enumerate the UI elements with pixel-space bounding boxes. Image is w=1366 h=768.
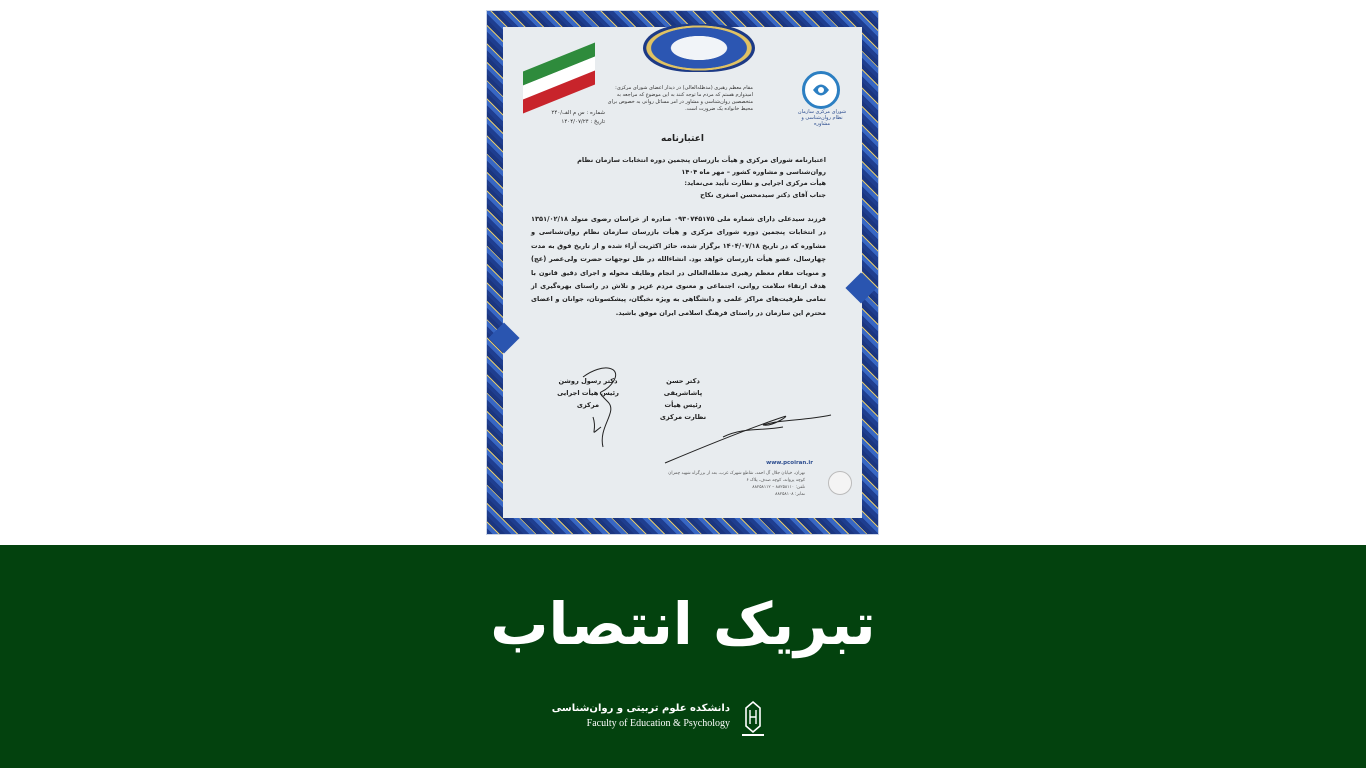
certificate-image (487, 11, 878, 534)
document-number: شماره : س م الف/۲۴۰ (551, 110, 605, 116)
signatory-role: رئیس هیأت اجرایی مرکزی (557, 389, 619, 409)
headline: تبریک انتصاب (490, 590, 876, 658)
watermark-logo-icon (828, 471, 852, 495)
organization-logo-icon (802, 71, 840, 109)
address-line: نمابر: ۸۸۲۵۸۱۰۸ (775, 492, 805, 497)
signatory-role: رئیس هیأت نظارت مرکزی (659, 401, 707, 421)
certificate-intro (551, 155, 826, 201)
iran-flag-icon (523, 57, 595, 101)
certificate-body: فرزند سیدعلی دارای شماره ملی ۰۹۳۰۷۴۵۱۷۵ صادره از خراسان رضوی متولد ۱۳۵۱/۰۲/۱۸ در انتخابات پنجمین دوره شورای مرکزی و هیأت بازرسان سازمان نظام روان‌شناسی و مشاوره که در تاریخ ۱۴۰۴/۰۷/۱۸ برگزار شده، حائز اکثریت آراء شده و از تاریخ فوق به مدت چهارسال، عضو هیأت بازرسان خواهد بود. انشاءالله در ظل توجهات حضرت ولی‌عصر (عج) و منویات مقام معظم رهبری مدظله‌العالی در انجام وظایف محوله و اجرای دقیق قانون با هدف ارتقاء سلامت روانی، اجتماعی و معنوی مردم عزیز و تلاش در راستای بهره‌گیری از تمامی ظرفیت‌های مراکز علمی و دانشگاهی به ویژه نخبگان، پیشکسوتان، جوانان و اعضای محترم این سازمان در راستای فرهنگ اسلامی ایران موفق باشید. (531, 215, 826, 317)
footer-address (631, 470, 805, 498)
address-line: تلفن: ۸۸۲۵۸۱۱۰ – ۸۸۲۵۸۱۱۲ (752, 485, 805, 490)
organization-name: شورای مرکزی سازمان نظام روان‌شناسی و مشاوره (797, 109, 847, 127)
calligraphy-medallion (643, 24, 755, 72)
signature-right-icon (663, 397, 833, 467)
document-date: تاریخ : ۱۴۰۴/۰۷/۲۴ (561, 119, 605, 125)
certificate-title: اعتبارنامه (661, 134, 704, 144)
document-meta (525, 109, 605, 127)
website-link: www.pcoiran.ir (766, 460, 813, 466)
address-line: تهران، خیابان جلال آل احمد، تقاطع شهرک غرب، بعد از بزرگراه شهید چمران (668, 471, 805, 476)
intro-line: اعتبارنامه شورای مرکزی و هیأت بازرسان پنجمین دوره انتخابات سازمان نظام (577, 156, 826, 164)
recipient-name: جناب آقای دکتر سیدمحسن اصغری نکاح (700, 190, 826, 199)
ornament-icon (845, 272, 876, 303)
faculty-brand (551, 700, 768, 740)
address-line: کوچه پروانه، کوچه صدف، پلاک ۶ (746, 478, 805, 483)
intro-line: هیأت مرکزی اجرایی و نظارت تأیید می‌نماید: (684, 179, 826, 187)
certificate-paper (503, 27, 862, 518)
intro-line: روان‌شناسی و مشاوره کشور – مهر ماه ۱۴۰۴ (681, 167, 826, 176)
faculty-name-en: Faculty of Education & Psychology (586, 718, 730, 729)
signatory-name: دکتر رسول روشن (558, 377, 618, 385)
ornament-icon (488, 322, 519, 353)
university-logo-icon (738, 700, 768, 738)
signature-left-icon (573, 357, 643, 457)
header-quote: مقام معظم رهبری (مدظله‌العالی) در دیدار اعضای شورای مرکزی: امیدوارم هستم که مردم ما توجه کنند به این موضوع که مراجعه به متخصصین روان‌شناسی و مشاور در امر مسائل روانی به خصوص برای محیط خانواده یک ضرورت است. (607, 85, 753, 112)
faculty-name-fa: دانشکده علوم تربیتی و روان‌شناسی (551, 703, 730, 714)
signatory-name: دکتر حسن پاشاشریفی (663, 377, 703, 397)
